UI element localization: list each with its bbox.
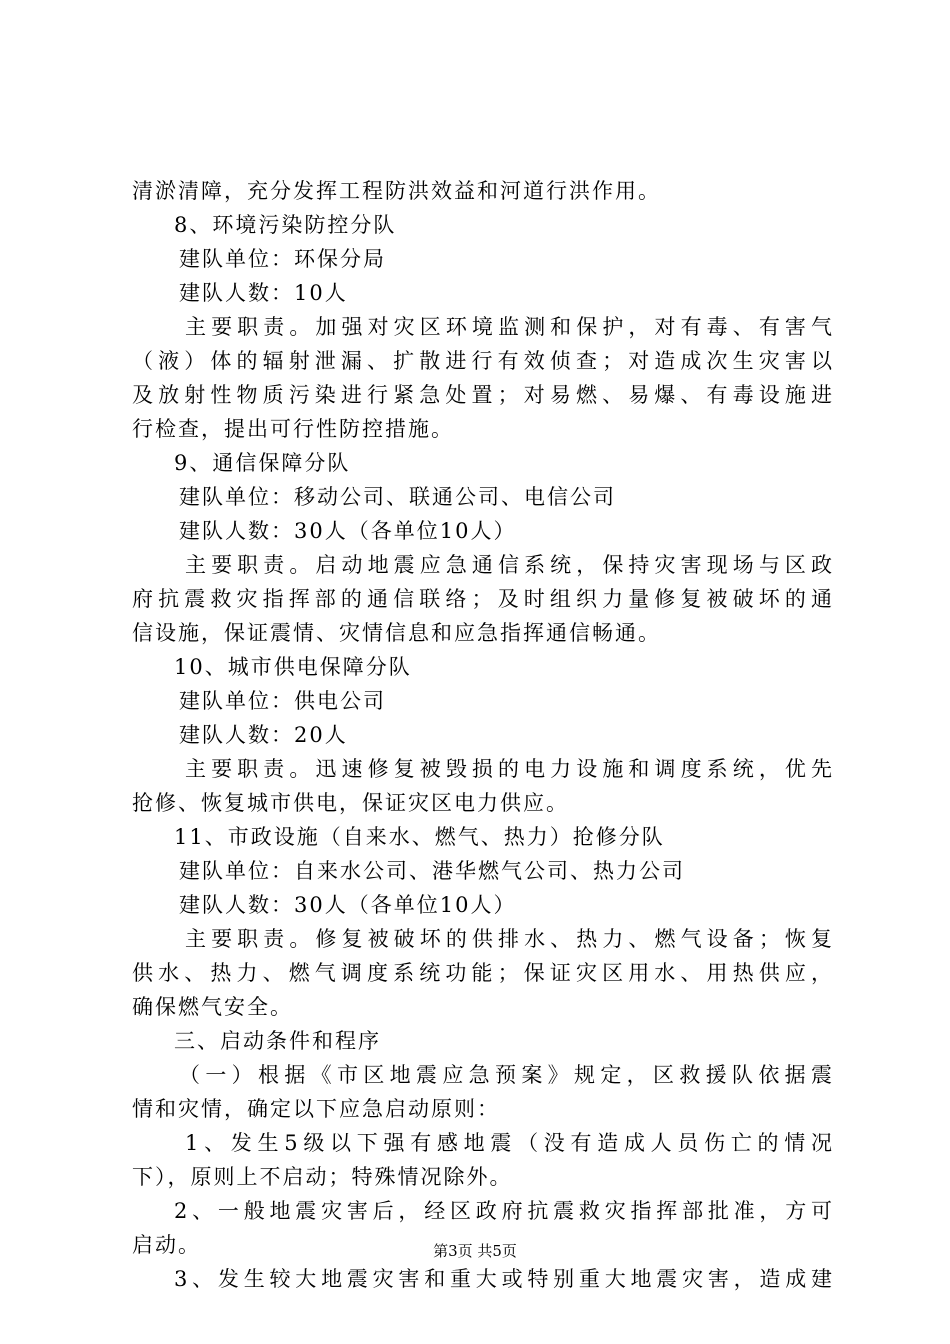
- text-line: 启动。: [132, 1233, 201, 1257]
- text-line: 信设施，保证震情、灾情信息和应急指挥通信畅通。: [132, 621, 661, 645]
- text-line: 建队人数：30人（各单位10人）: [179, 519, 517, 543]
- page-number-footer: 第3页 共5页: [433, 1242, 517, 1260]
- text-line: 建队人数：30人（各单位10人）: [179, 893, 517, 917]
- section-heading: 8、环境污染防控分队: [174, 213, 397, 237]
- text-line: 3、发生较大地震灾害和重大或特别重大地震灾害，造成建: [174, 1267, 832, 1291]
- text-line: 主要职责。启动地震应急通信系统，保持灾害现场与区政: [185, 553, 832, 577]
- text-line: 建队人数：20人: [179, 723, 348, 747]
- text-line: 建队单位：自来水公司、港华燃气公司、热力公司: [179, 859, 685, 883]
- text-line: 供水、热力、燃气调度系统功能；保证灾区用水、用热供应，: [132, 961, 832, 985]
- text-line: 清淤清障，充分发挥工程防洪效益和河道行洪作用。: [132, 179, 661, 203]
- text-line: 1、发生5级以下强有感地震（没有造成人员伤亡的情况: [185, 1131, 832, 1155]
- section-heading: 11、市政设施（自来水、燃气、热力）抢修分队: [174, 825, 665, 849]
- text-line: 行检查，提出可行性防控措施。: [132, 417, 454, 441]
- text-line: 及放射性物质污染进行紧急处置；对易燃、易爆、有毒设施进: [132, 383, 832, 407]
- text-line: 主要职责。加强对灾区环境监测和保护，对有毒、有害气: [185, 315, 832, 339]
- text-line: （液）体的辐射泄漏、扩散进行有效侦查；对造成次生灾害以: [132, 349, 832, 373]
- text-line: 确保燃气安全。: [132, 995, 293, 1019]
- document-body: [132, 174, 832, 1296]
- text-line: 下），原则上不启动；特殊情况除外。: [132, 1165, 513, 1189]
- text-line: 建队单位：供电公司: [179, 689, 386, 713]
- text-line: 主要职责。迅速修复被毁损的电力设施和调度系统，优先: [185, 757, 832, 781]
- text-line: 府抗震救灾指挥部的通信联络；及时组织力量修复被破坏的通: [132, 587, 832, 611]
- text-line: 2、一般地震灾害后，经区政府抗震救灾指挥部批准，方可: [174, 1199, 832, 1223]
- section-heading: 10、城市供电保障分队: [174, 655, 412, 679]
- section-heading: 9、通信保障分队: [174, 451, 351, 475]
- section-heading: 三、启动条件和程序: [174, 1029, 381, 1053]
- text-line: 抢修、恢复城市供电，保证灾区电力供应。: [132, 791, 569, 815]
- text-line: 主要职责。修复被破坏的供排水、热力、燃气设备；恢复: [185, 927, 832, 951]
- text-line: 建队单位：环保分局: [179, 247, 386, 271]
- text-line: 建队单位：移动公司、联通公司、电信公司: [179, 485, 616, 509]
- text-line: 建队人数：10人: [179, 281, 348, 305]
- text-line: 情和灾情，确定以下应急启动原则：: [132, 1097, 500, 1121]
- text-line: （一）根据《市区地震应急预案》规定，区救援队依据震: [179, 1063, 832, 1087]
